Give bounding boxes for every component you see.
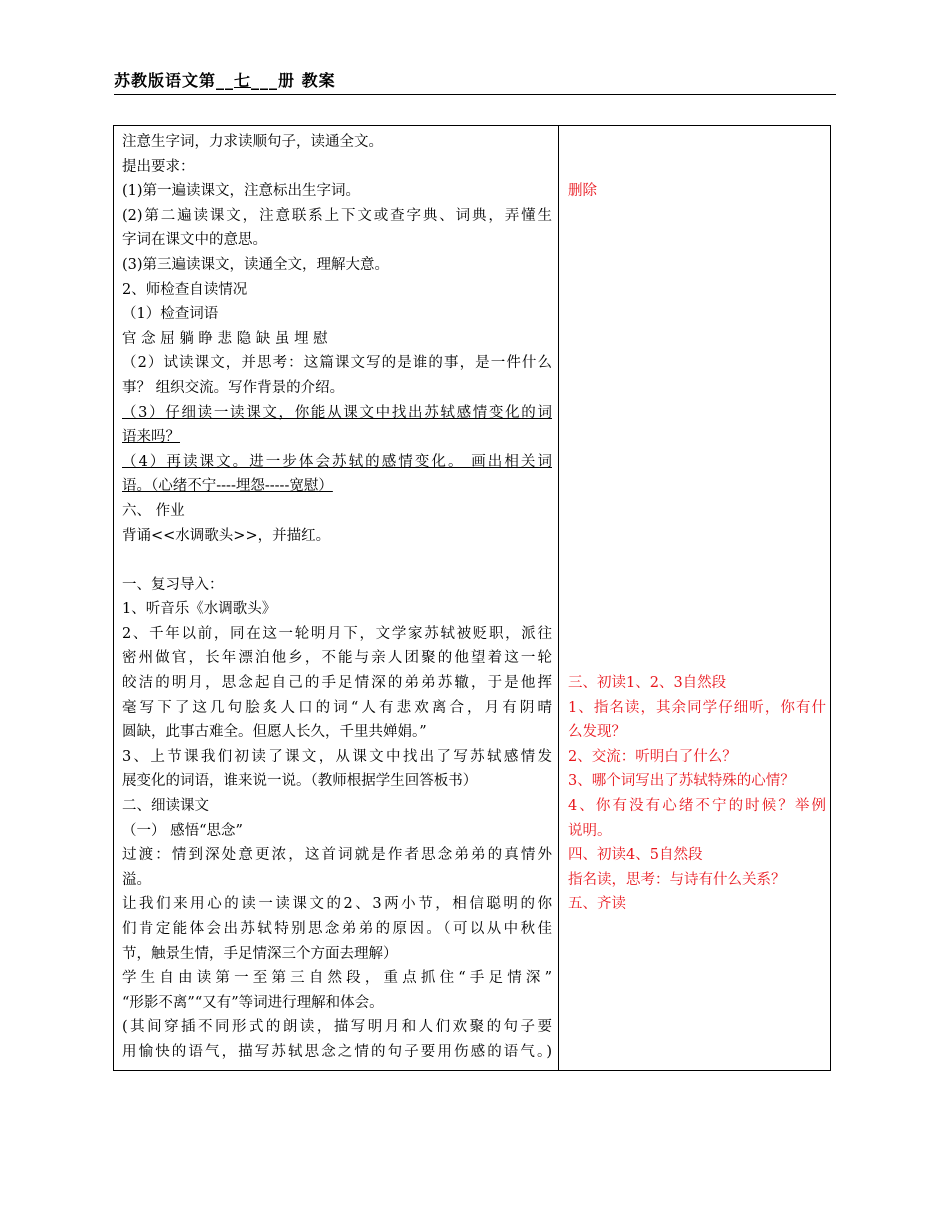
content-line: 事？ 组织交流。写作背景的介绍。 (122, 379, 345, 396)
page-header (114, 68, 836, 95)
content-line: 节，触景生情，手足情深三个方面去理解） (122, 945, 398, 962)
annotation-line: 4、你有没有心绪不宁的时候？举例 (568, 798, 826, 815)
content-line: 注意生字词，力求读顺句子，读通全文。 (122, 134, 383, 150)
lesson-plan-table (113, 125, 831, 1071)
content-line: 2、师检查自读情况 (122, 281, 248, 298)
content-line: 溢。 (122, 871, 151, 888)
content-line: 们肯定能体会出苏轼特别思念弟弟的原因。（可以从中秋佳 (122, 921, 552, 937)
title-volume: 七 (234, 71, 252, 90)
content-line: (1)第一遍读课文，注意标出生字词。 (122, 183, 361, 200)
title-blank1: __ (216, 71, 235, 90)
content-line: 学生自由读第一至第三自然段，重点抓住“手足情深” (122, 970, 552, 987)
content-line: 用愉快的语气，描写苏轼思念之情的句子要用伤感的语气。) (122, 1043, 552, 1060)
annotation-line: 说明。 (568, 822, 612, 839)
title-blank2: ___ (251, 71, 279, 90)
content-line: 一、复习导入： (122, 576, 224, 593)
annotation-line: 2、交流：听明白了什么？ (568, 748, 737, 765)
annotation-line: 三、初读1、2、3自然段 (568, 675, 727, 692)
delete-note: 删除 (568, 183, 597, 200)
annotation-line: 四、初读4、5自然段 (568, 847, 703, 864)
blank-line (122, 548, 552, 573)
content-line: 官 念 屈 躺 睁 悲 隐 缺 虽 埋 慰 (122, 330, 328, 347)
content-line: 圆缺，此事古难全。但愿人长久，千里共婵娟。” (122, 724, 427, 741)
content-line: (3)第三遍读课文，读通全文，理解大意。 (122, 256, 390, 273)
content-line: 二、细读课文 (122, 798, 209, 815)
title-part2: 册 教案 (278, 71, 336, 90)
content-line: （一） 感悟“思念” (122, 822, 243, 839)
content-line: (其间穿插不同形式的朗读，描写明月和人们欢聚的句子要 (122, 1019, 552, 1036)
content-line: 背诵<<水调歌头>>，并描红。 (122, 527, 331, 544)
content-line: “形影不离”“又有”等词进行理解和体会。 (122, 994, 384, 1011)
content-line: 展变化的词语，谁来说一说。（教师根据学生回答板书） (122, 773, 478, 790)
content-line: 字词在课文中的意思。 (122, 232, 267, 249)
content-line: 1、听音乐《水调歌头》 (122, 601, 277, 618)
content-line-underlined: 语。（心绪不宁----埋怨-----宽慰） (122, 478, 333, 495)
content-line-underlined: 语来吗？ (122, 429, 180, 446)
content-line: 皎洁的明月，思念起自己的手足情深的弟弟苏辙，于是他挥 (122, 675, 552, 692)
content-line: （2）试读课文，并思考：这篇课文写的是谁的事，是一件什么 (122, 355, 552, 372)
content-line: 让我们来用心的读一读课文的2、3两小节，相信聪明的你 (122, 896, 552, 913)
annotation-line: 五、齐读 (568, 896, 626, 913)
annotation-line: 指名读，思考：与诗有什么关系？ (568, 871, 786, 888)
content-line-underlined: （4）再读课文。进一步体会苏轼的感情变化。 画出相关词 (122, 453, 552, 470)
annotation-line: 3、哪个词写出了苏轼特殊的心情？ (568, 773, 795, 790)
annotation-column (568, 130, 826, 917)
page-title (114, 68, 336, 91)
annotation-line: 么发现？ (568, 724, 626, 741)
content-line: 提出要求： (122, 158, 195, 175)
content-line: 2、千年以前，同在这一轮明月下，文学家苏轼被贬职，派往 (122, 625, 552, 642)
content-line-underlined: （3）仔细读一读课文，你能从课文中找出苏轼感情变化的词 (122, 404, 552, 421)
content-line: (2)第二遍读课文，注意联系上下文或查字典、词典，弄懂生 (122, 207, 552, 224)
content-line: 密州做官，长年漂泊他乡，不能与亲人团聚的他望着这一轮 (122, 650, 552, 667)
content-line: 毫写下了这几句脍炙人口的词“人有悲欢离合，月有阴晴 (122, 699, 552, 716)
content-line: 过渡：情到深处意更浓，这首词就是作者思念弟弟的真情外 (122, 847, 552, 864)
content-line: （1）检查词语 (122, 306, 219, 323)
content-line: 六、 作业 (122, 502, 185, 519)
content-line: 3、上节课我们初读了课文，从课文中找出了写苏轼感情发 (122, 748, 552, 765)
title-part1: 苏教版语文第 (114, 71, 217, 90)
lesson-content-column (122, 130, 552, 1065)
column-divider (558, 126, 559, 1070)
annotation-line: 1、指名读，其余同学仔细听，你有什 (568, 699, 826, 716)
